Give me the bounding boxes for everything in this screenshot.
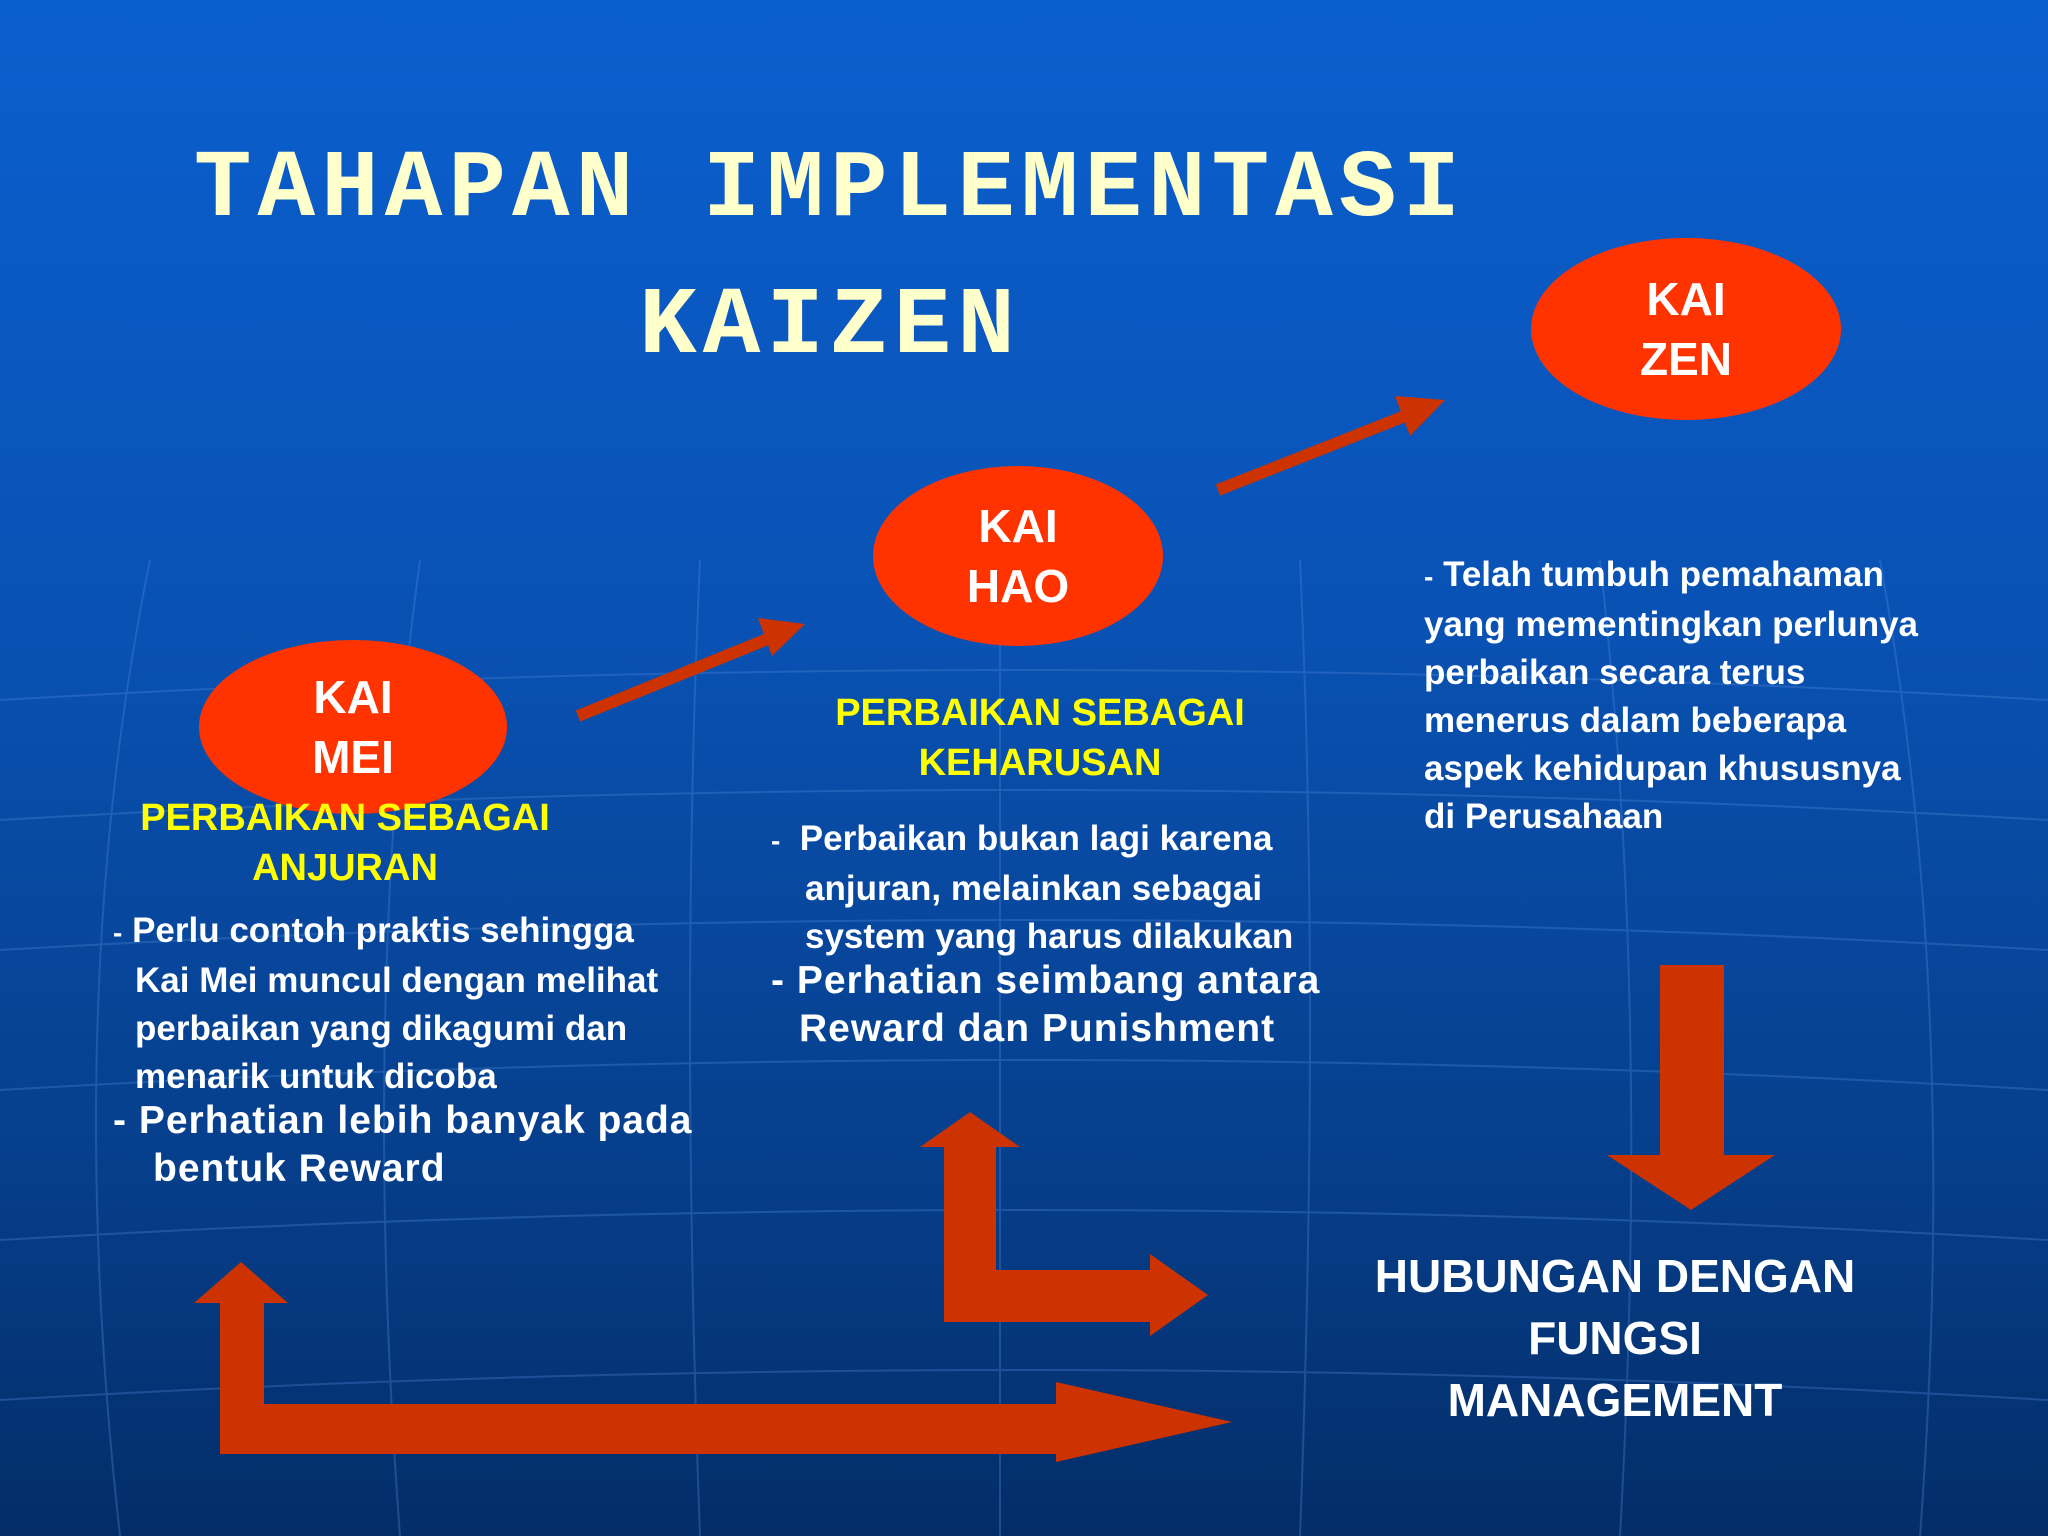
title-line-1: TAHAPAN IMPLEMENTASI	[193, 135, 1467, 244]
kai-zen-p1-line2: yang mementingkan perlunya	[1424, 605, 1919, 644]
kai-hao-p2-line1: - Perhatian seimbang antara	[771, 959, 1321, 1002]
kai-mei-p1-line3: perbaikan yang dikagumi dan	[135, 1009, 628, 1048]
kai-mei-paragraph-1	[113, 907, 793, 1101]
kai-mei-dash: -	[113, 917, 123, 948]
title-line-2: KAIZEN	[639, 272, 1021, 381]
kai-zen-p1-line5: aspek kehidupan khususnya	[1424, 749, 1901, 788]
kai-hao-line2: HAO	[966, 560, 1070, 612]
kai-zen-p1-line1: Telah tumbuh pemahaman	[1443, 555, 1884, 594]
kai-zen-dash: -	[1424, 561, 1434, 592]
kai-mei-line2: MEI	[312, 731, 394, 783]
kai-zen-p1-line4: menerus dalam beberapa	[1424, 701, 1847, 740]
kai-zen-ellipse	[1531, 238, 1841, 420]
kai-zen-line2: ZEN	[1640, 333, 1732, 385]
kai-mei-p1-line1: Perlu contoh praktis sehingga	[132, 911, 634, 950]
kai-mei-p2-line1: - Perhatian lebih banyak pada	[113, 1099, 693, 1142]
management-relation-label	[1290, 1245, 1940, 1431]
kai-mei-p1-line2: Kai Mei muncul dengan melihat	[135, 961, 659, 1000]
arrow-hao-to-management	[920, 1112, 1208, 1336]
kai-mei-line1: KAI	[313, 671, 393, 723]
kai-hao-p2-line2: Reward dan Punishment	[799, 1007, 1276, 1050]
arrow-zen-down	[1607, 965, 1775, 1210]
kai-hao-heading-line2: KEHARUSAN	[918, 742, 1162, 784]
kai-mei-p1-line4: menarik untuk dicoba	[135, 1057, 497, 1096]
kai-mei-p2-line2: bentuk Reward	[153, 1147, 446, 1190]
kai-hao-heading	[790, 688, 1290, 788]
management-line1: HUBUNGAN DENGAN	[1374, 1250, 1856, 1302]
kai-zen-p1-line3: perbaikan secara terus	[1424, 653, 1806, 692]
kai-hao-p1-line2: anjuran, melainkan sebagai	[805, 869, 1263, 908]
kai-zen-p1-line6: di Perusahaan	[1424, 797, 1664, 836]
kai-hao-p1-line1: Perbaikan bukan lagi karena	[799, 819, 1273, 858]
management-line3: MANAGEMENT	[1447, 1374, 1783, 1426]
arrow-mei-to-hao	[578, 618, 805, 716]
kai-zen-line1: KAI	[1646, 273, 1726, 325]
kai-zen-paragraph	[1424, 551, 2024, 841]
management-line2: FUNGSI	[1528, 1312, 1702, 1364]
kai-hao-paragraph-1	[771, 815, 1391, 961]
kai-mei-paragraph-2	[113, 1097, 813, 1193]
arrow-hao-to-zen	[1218, 396, 1445, 490]
kai-mei-ellipse	[199, 640, 507, 814]
kai-hao-heading-line1: PERBAIKAN SEBAGAI	[835, 692, 1245, 734]
kai-hao-line1: KAI	[978, 500, 1058, 552]
kai-mei-heading-line1: PERBAIKAN SEBAGAI	[140, 797, 550, 839]
kai-mei-heading	[100, 793, 590, 893]
kai-hao-dash: -	[771, 825, 781, 856]
kai-hao-ellipse	[873, 466, 1163, 646]
kai-mei-heading-line2: ANJURAN	[252, 847, 438, 889]
kai-hao-paragraph-2	[771, 957, 1431, 1053]
kai-hao-p1-line3: system yang harus dilakukan	[805, 917, 1294, 956]
